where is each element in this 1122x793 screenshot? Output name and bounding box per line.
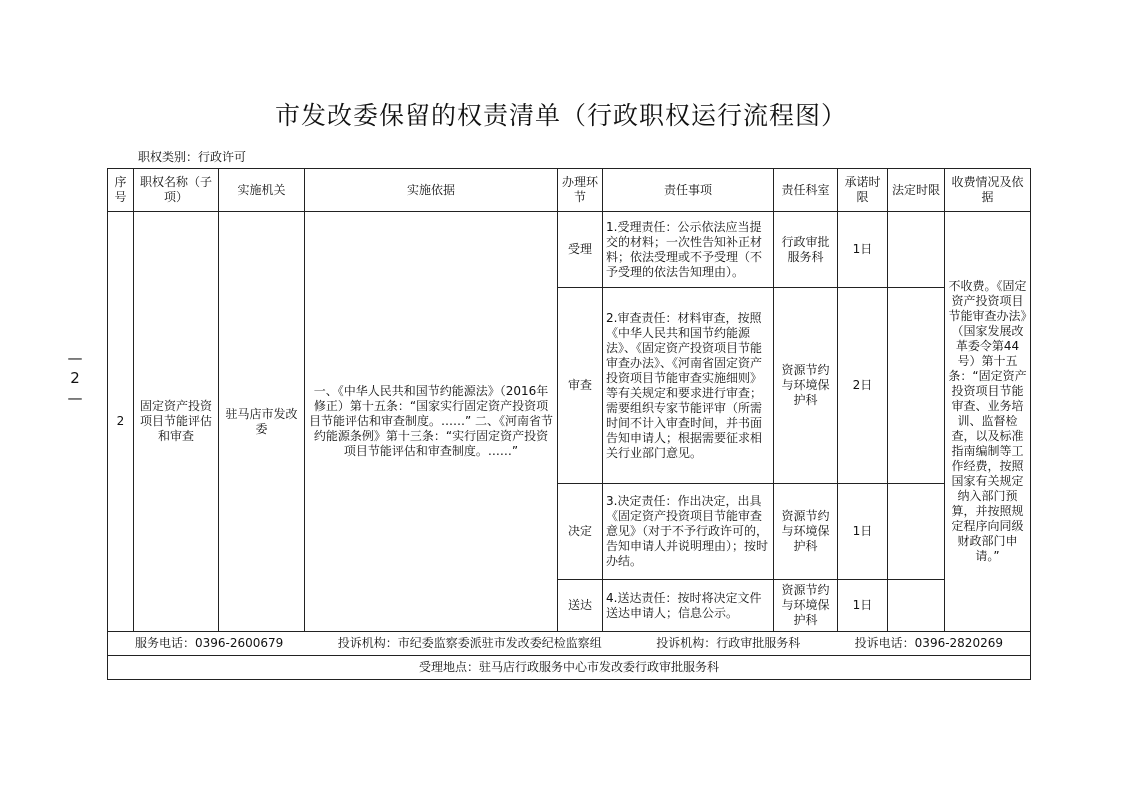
service-phone: 服务电话：0396-2600679 [135,636,284,650]
header-step: 办理环节 [558,169,603,212]
responsibility-table [107,168,1031,680]
cell-duty: 2.审查责任：材料审查，按照《中华人民共和国节约能源法》、《固定资产投资项目节能审查办法》、《河南省固定资产投资项目节能审查实施细则》等有关规定和要求进行审查；需要组织专家节能评审（所需时间不计入审查时间，并书面告知申请人；根据需要征求相关行业部门意见。 [603,288,774,484]
header-legal: 法定时限 [888,169,945,212]
cell-step: 决定 [558,484,603,580]
cell-duty: 1.受理责任：公示依法应当提交的材料；一次性告知补正材料；依法受理或不予受理（不予受理的依法告知理由）。 [603,212,774,288]
page-number-dash-top: — [67,349,83,367]
cell-dept: 资源节约与环境保护科 [774,580,838,632]
cell-step: 受理 [558,212,603,288]
cell-legal [888,288,945,484]
cell-promise: 1日 [838,212,888,288]
footer-contacts [111,636,1027,651]
footer-contact-row [108,632,1031,656]
cell-legal [888,580,945,632]
accept-location: 受理地点：驻马店行政服务中心市发改委行政审批服务科 [108,656,1031,680]
header-name: 职权名称（子项） [134,169,219,212]
page-title: 市发改委保留的权责清单（行政职权运行流程图） [274,101,847,130]
complaint-agency-1: 投诉机构：市纪委监察委派驻市发改委纪检监察组 [337,636,602,650]
complaint-phone: 投诉电话：0396-2820269 [854,636,1003,650]
cell-legal [888,484,945,580]
complaint-agency-2: 投诉机构：行政审批服务科 [656,636,801,650]
header-promise: 承诺时限 [838,169,888,212]
cell-duty: 4.送达责任：按时将决定文件送达申请人；信息公示。 [603,580,774,632]
table-row [108,212,1031,288]
page-number-dash-bottom: — [67,389,83,407]
cell-step: 审查 [558,288,603,484]
category-label: 职权类别：行政许可 [138,150,247,164]
page-number-value: 2 [70,369,80,387]
cell-step: 送达 [558,580,603,632]
cell-duty: 3.决定责任：作出决定，出具《固定资产投资项目节能审查意见》（对于不予行政许可的，告知申请人并说明理由）；按时办结。 [603,484,774,580]
footer-location-row [108,656,1031,680]
header-dept: 责任科室 [774,169,838,212]
cell-promise: 2日 [838,288,888,484]
cell-promise: 1日 [838,484,888,580]
header-agency: 实施机关 [219,169,305,212]
cell-agency: 驻马店市发改委 [219,212,305,632]
cell-seq: 2 [108,212,134,632]
header-fee: 收费情况及依据 [945,169,1031,212]
page-number [64,348,86,408]
cell-dept: 行政审批服务科 [774,212,838,288]
header-basis: 实施依据 [305,169,558,212]
cell-dept: 资源节约与环境保护科 [774,288,838,484]
cell-promise: 1日 [838,580,888,632]
header-seq: 序号 [108,169,134,212]
cell-power-name: 固定资产投资项目节能评估和审查 [134,212,219,632]
cell-fee: 不收费。《固定资产投资项目节能审查办法》（国家发展改革委令第44号）第十五条：“固定资产投资项目节能审查、业务培训、监督检查，以及标准指南编制等工作经费，按照国家有关规定纳入部门预算，并按照规定程序向同级财政部门申请。” [945,212,1031,632]
header-duty: 责任事项 [603,169,774,212]
cell-legal [888,212,945,288]
table-header-row [108,169,1031,212]
cell-dept: 资源节约与环境保护科 [774,484,838,580]
cell-basis: 一、《中华人民共和国节约能源法》（2016年修正）第十五条：“国家实行固定资产投资项目节能评估和审查制度。……” 二、《河南省节约能源条例》第十三条：“实行固定资产投资项目节能评估和审查制度。……” [305,212,558,632]
